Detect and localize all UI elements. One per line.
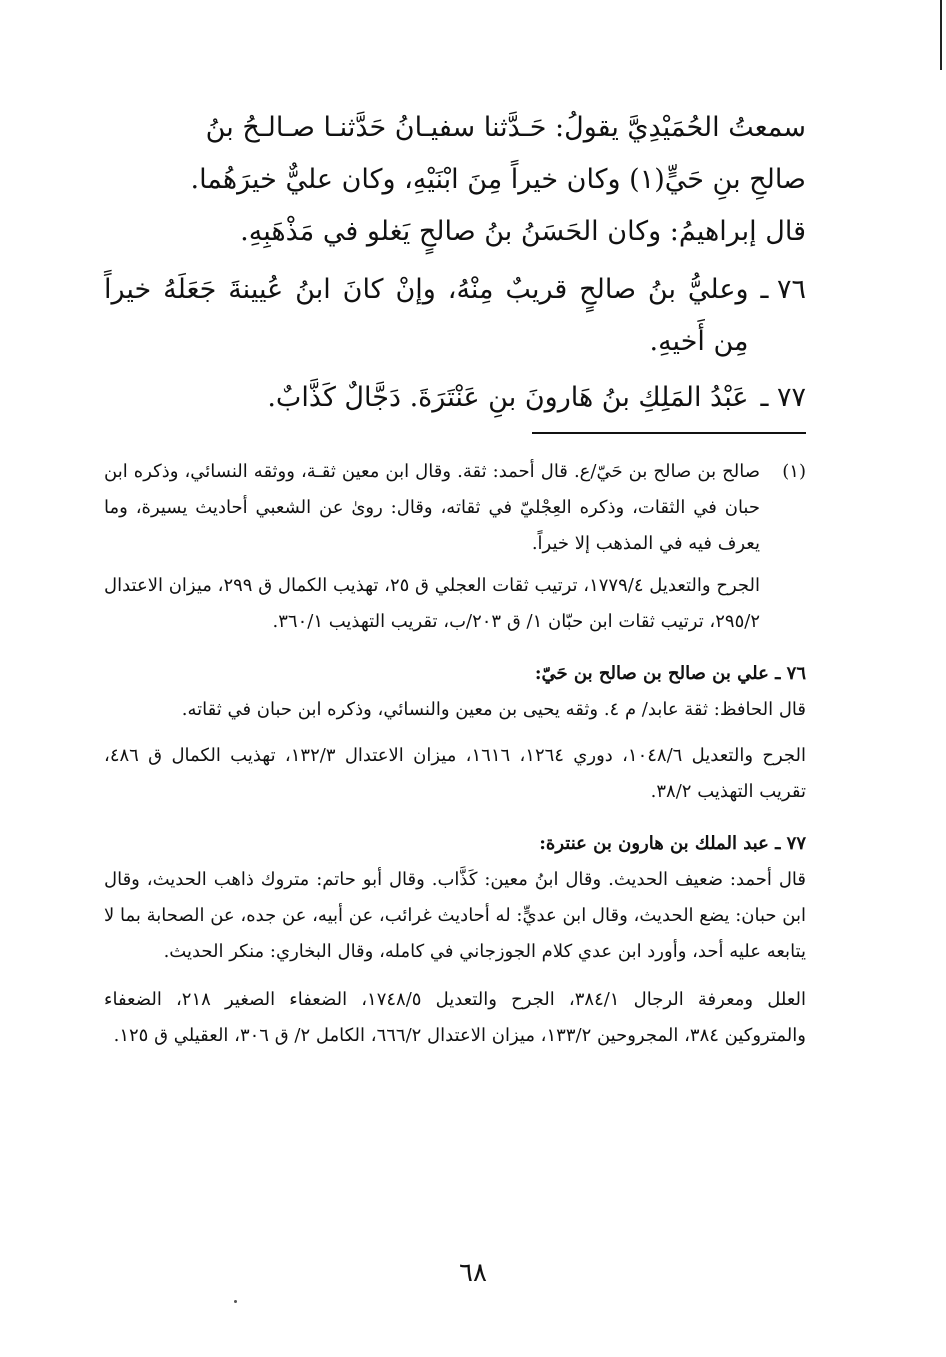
entry-76-number: ٧٦ ـ: [760, 274, 806, 305]
footnote-1: [104, 454, 806, 562]
main-line-1: سمعتُ الحُمَيْدِيَّ يقولُ: حَـدَّثنا سفيـانُ حَدَّثنـا صـالـحُ بنُ: [205, 112, 806, 143]
footnote-77-heading: ٧٧ ـ عبد الملك بن هارون بن عنترة:: [539, 833, 806, 854]
entry-77-number: ٧٧ ـ: [760, 382, 806, 413]
footnote-1-text: صالح بن صالح بن حَيّ/ع. قال أحمد: ثقة. وقال ابن معين ثقـة، ووثقه النسائي، وذكره ابن حبان في الثقات، وذكره العِجْليّ في ثقاته، وقال: روىٰ عن الشعبي أحاديث يسيرة، وما يعرف فيه في المذهب إلا خيراً.: [104, 461, 760, 554]
entry-76: [104, 264, 806, 368]
entry-76-text: وعليُّ بنُ صالحٍ قريبٌ مِنْهُ، وإنْ كانَ ابنُ عُيينةَ جَعَلَهُ خيراً مِن أَخيهِ.: [104, 274, 749, 357]
entry-77: [104, 372, 806, 424]
footnote-76-refs: الجرح والتعديل ١٠٤٨/٦، دوري ١٢٦٤، ١٦١٦، ميزان الاعتدال ١٣٢/٣، تهذيب الكمال ق ٤٨٦، تقريب التهذيب ٣٨/٢.: [104, 745, 807, 802]
main-text: [104, 102, 806, 424]
scan-speck: [234, 1300, 237, 1303]
footnote-1-marker: (١): [782, 461, 806, 482]
footnote-77-refs: العلل ومعرفة الرجال ٣٨٤/١، الجرح والتعديل ١٧٤٨/٥، الضعفاء الصغير ٢١٨، الضعفاء والمتروكين ٣٨٤، المجروحين ١٣٣/٢، ميزان الاعتدال ٦٦٦/٢، الكامل ٢/ ق ٣٠٦، العقيلي ق ١٢٥.: [104, 989, 806, 1046]
footnote-76-text: قال الحافظ: ثقة عابد/ م ٤. وثقه يحيى بن معين والنسائي، وذكره ابن حبان في ثقاته.: [181, 699, 806, 720]
page-edge-line: [940, 0, 942, 70]
footnote-77-text: قال أحمد: ضعيف الحديث. وقال ابنُ معين: كَذَّاب. وقال أبو حاتم: متروك ذاهب الحديث، وقال ابن حبان: يضع الحديث، وقال ابن عديٍّ: له أحاديث غرائب، عن أبيه، عن جده، عن الصحابة بما لا يتابعه عليه أحد، وأورد ابن عدي كلام الجوزجاني في كامله، وقال البخاري: منكر الحديث.: [104, 869, 807, 962]
main-line-3: قال إبراهيمُ: وكان الحَسَنُ بنُ صالحٍ يَغلو في مَذْهَبِهِ.: [240, 216, 806, 247]
footnotes: [104, 454, 806, 1054]
page-number: ٦٨: [459, 1258, 487, 1288]
footnote-1-refs: الجرح والتعديل ١٧٧٩/٤، ترتيب ثقات العجلي ق ٢٥، تهذيب الكمال ق ٢٩٩، ميزان الاعتدال ٢٩٥/٢، ترتيب ثقات ابن حبّان ١/ ق ٢٠٣/ب، تقريب التهذيب ٣٦٠/١.: [104, 575, 760, 632]
footnote-76-heading: ٧٦ ـ علي بن صالح بن صالح بن حَيّ:: [534, 663, 806, 684]
main-line-2: صالحِ بنِ حَيٍّ(١) وكان خيراً مِنَ ابْنَيْهِ، وكان عليٌّ خيرَهُما.: [190, 164, 806, 195]
footnote-separator: [532, 432, 806, 434]
entry-77-text: عَبْدُ المَلِكِ بنُ هَارونَ بنِ عَنْتَرَةَ. دَجَّالٌ كَذَّابٌ.: [267, 382, 749, 413]
